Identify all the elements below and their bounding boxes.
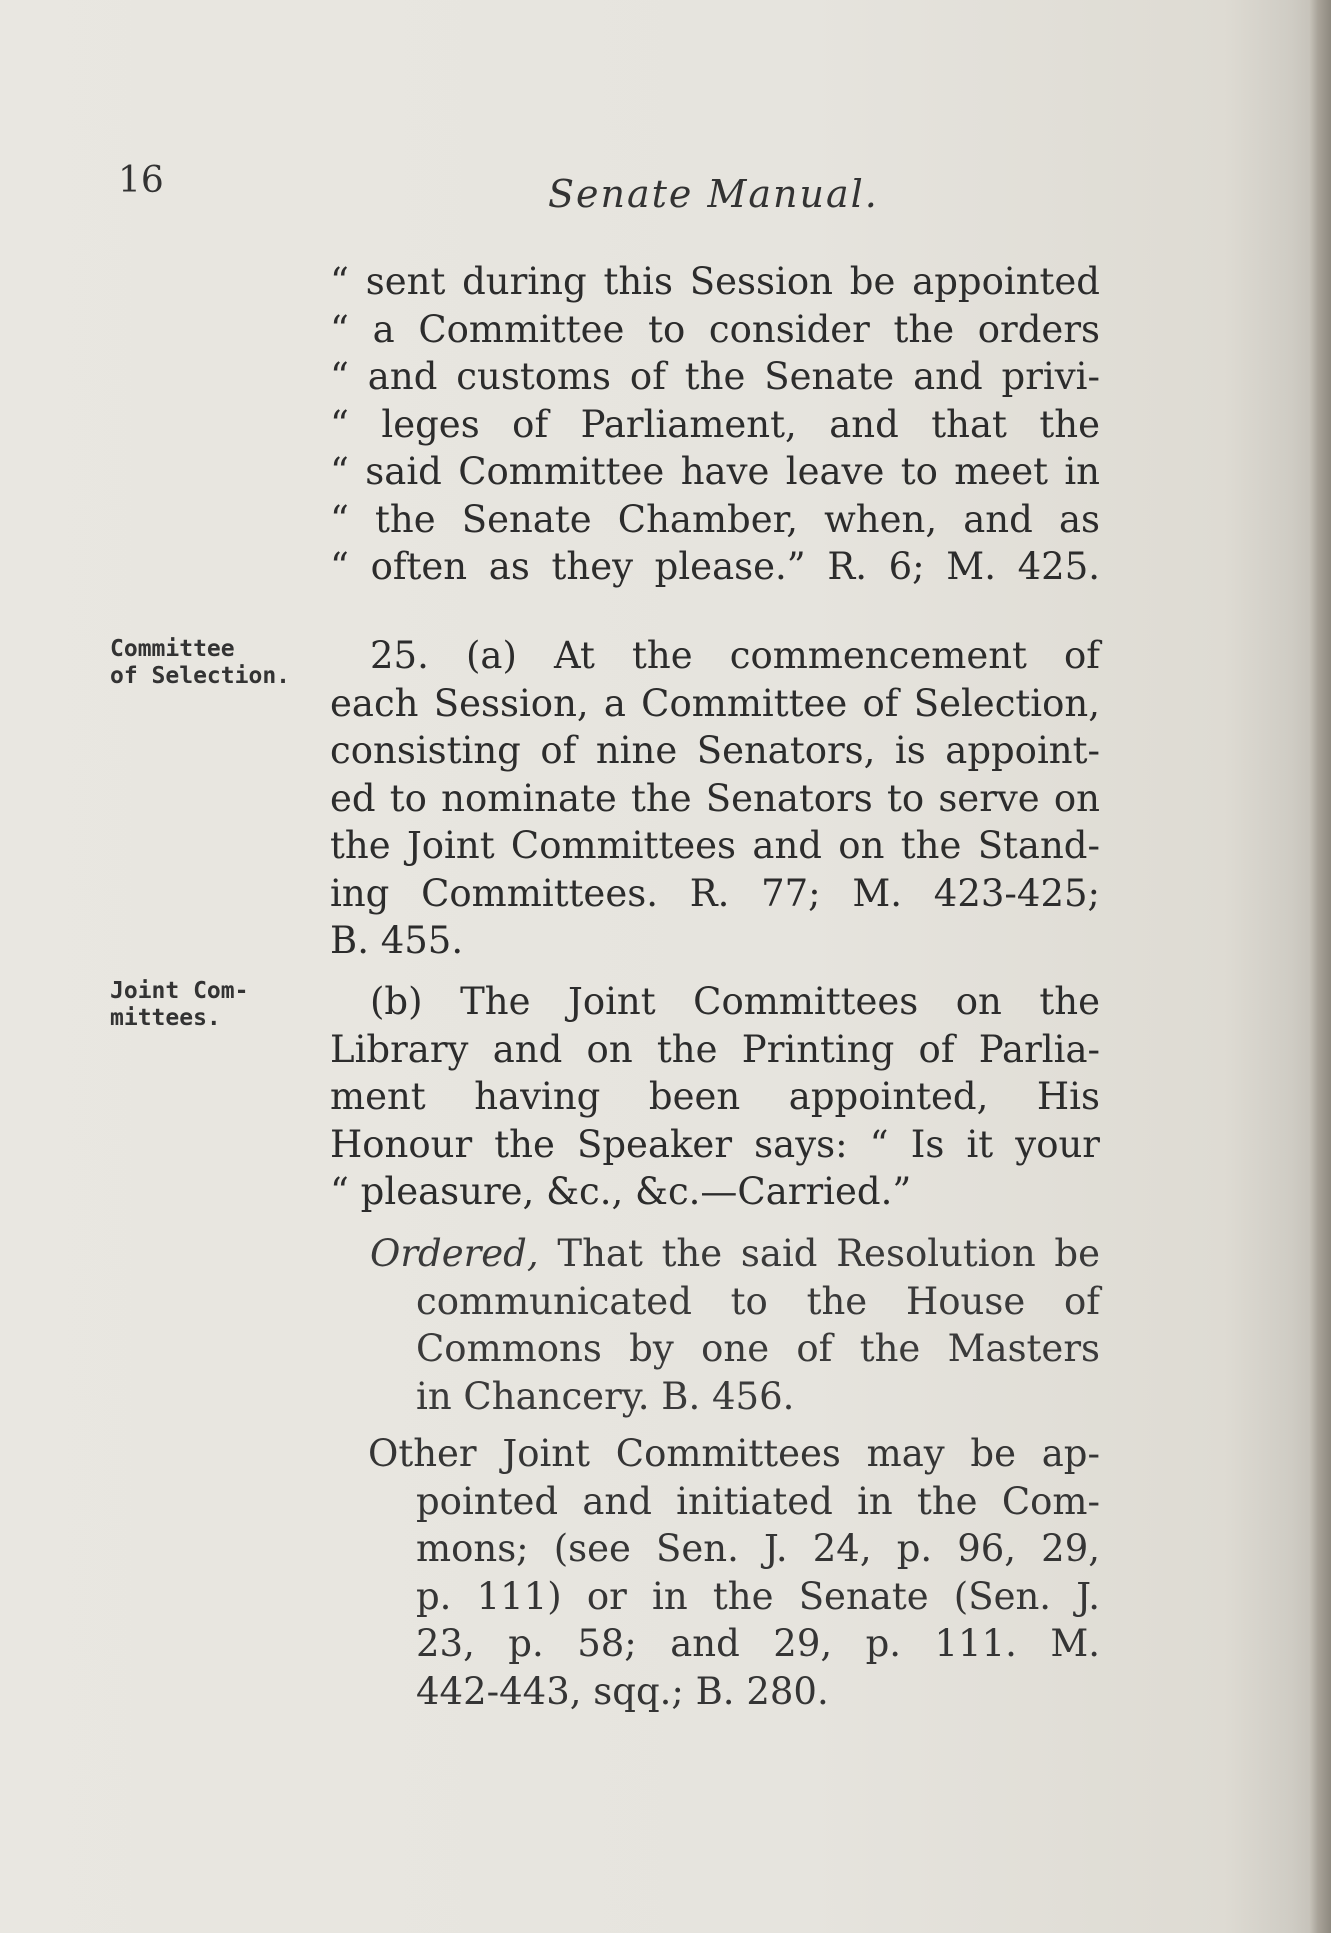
page-gutter (1309, 0, 1331, 1933)
text-line: “ sent during this Session be appointed (330, 260, 1100, 303)
section-25a (330, 632, 1100, 965)
text-line: consisting of nine Senators, is appoint- (330, 729, 1100, 772)
resolution-continuation (330, 258, 1100, 591)
text-line: “ often as they please.” R. 6; M. 425. (330, 545, 1100, 588)
text-line: ment having been appointed, His (330, 1075, 1100, 1118)
text-line: “ and customs of the Senate and privi- (330, 355, 1100, 398)
text-line: 442-443, sqq.; B. 280. (416, 1669, 829, 1713)
text-line: Commons by one of the Masters (416, 1327, 1100, 1370)
text-line: Other Joint Committees may be ap- (368, 1432, 1100, 1475)
margin-note-committee-of-selection (110, 636, 290, 690)
text-line (330, 1230, 1100, 1278)
text-line: “ a Committee to consider the orders (330, 307, 1100, 351)
text-line: the Joint Committees and on the Stand- (330, 824, 1100, 867)
text-line: “ pleasure, &c., &c.—Carried.” (330, 1170, 912, 1213)
margin-note-line: mittees. (110, 1005, 221, 1031)
text-line: p. 111) or in the Senate (Sen. J. (416, 1574, 1100, 1618)
ordered-lead: Ordered, (370, 1232, 539, 1275)
text-line: “ the Senate Chamber, when, and as (330, 497, 1100, 541)
margin-note-line: Committee (110, 636, 235, 662)
text-line: pointed and initiated in the Com- (416, 1479, 1100, 1523)
margin-note-line: Joint Com- (110, 978, 249, 1004)
ordered-paragraph (330, 1230, 1100, 1420)
text-line: mons; (see Sen. J. 24, p. 96, 29, (416, 1527, 1100, 1570)
other-joint-committees-paragraph (330, 1430, 1100, 1715)
text-line: 25. (a) At the commencement of (370, 634, 1100, 677)
text-line: ing Committees. R. 77; M. 423-425; (330, 871, 1100, 915)
running-title: Senate Manual. (548, 172, 879, 216)
ordered-line-text: That the said Resolution be (557, 1232, 1101, 1275)
text-line: “ leges of Parliament, and that the (330, 402, 1100, 446)
text-line: 23, p. 58; and 29, p. 111. M. (416, 1622, 1100, 1665)
section-25b (330, 978, 1100, 1216)
page-number: 16 (118, 160, 164, 201)
text-line: Library and on the Printing of Parlia- (330, 1027, 1100, 1071)
text-line: ed to nominate the Senators to serve on (330, 776, 1100, 820)
text-line: “ said Committee have leave to meet in (330, 450, 1100, 493)
text-line: (b) The Joint Committees on the (370, 980, 1100, 1023)
text-line: communicated to the House of (416, 1279, 1100, 1323)
text-line: Honour the Speaker says: “ Is it your (330, 1122, 1100, 1166)
text-line: each Session, a Committee of Selection, (330, 681, 1100, 725)
margin-note-joint-committees (110, 978, 248, 1032)
text-line: in Chancery. B. 456. (416, 1374, 795, 1418)
margin-note-line: of Selection. (110, 663, 291, 689)
text-line: B. 455. (330, 919, 464, 962)
